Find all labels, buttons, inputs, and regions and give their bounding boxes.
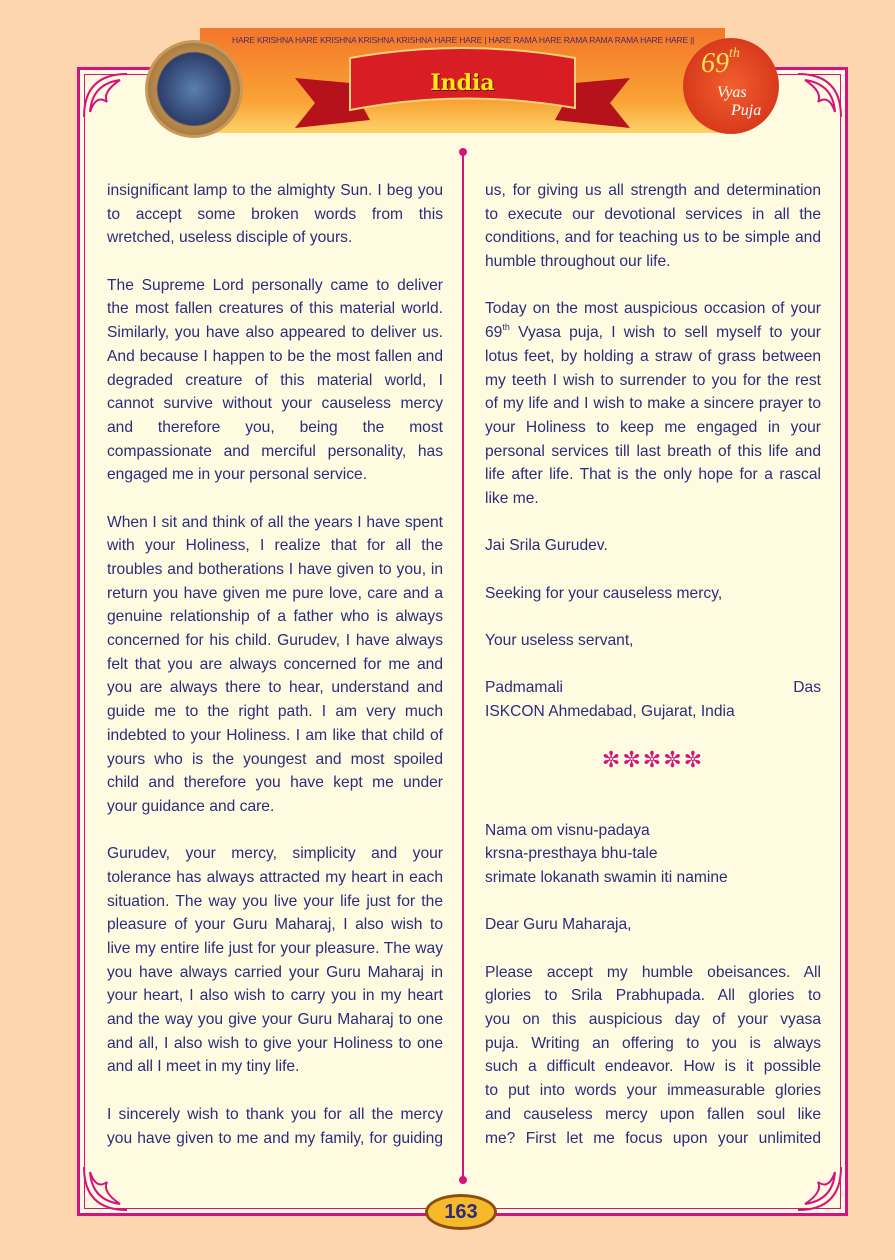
- blank-line: [485, 653, 821, 677]
- text-line: The Supreme Lord personally came to deliver: [107, 276, 443, 294]
- text-line: such a difficult endeavor. How is it possible: [485, 1058, 821, 1076]
- text-line: and the way you give your Guru Maharaj to one: [107, 1011, 443, 1029]
- text-line: Padmamali Das: [485, 679, 821, 697]
- text-line: Please accept my humble obeisances. All: [485, 963, 821, 981]
- text-line: Dear Guru Maharaja,: [485, 916, 632, 934]
- blank-line: [485, 274, 821, 298]
- text-line: return you have given me pure love, care and a: [107, 584, 443, 602]
- text-line: Gurudev, your mercy, simplicity and your: [107, 845, 443, 863]
- text-line: and causeless mercy upon fallen soul like: [485, 1105, 821, 1123]
- text-line: of my life and I wish to make a sincere prayer to: [485, 395, 821, 413]
- text-line: And because I happen to be the most fallen and: [107, 347, 443, 365]
- text-line: pleasure of your Guru Maharaj, I also wish to: [107, 916, 443, 934]
- blank-line: [107, 819, 443, 843]
- text-line: life after life. That is the only hope for a rascal: [485, 466, 821, 484]
- text-line: you on this auspicious day of your vyasa: [485, 1011, 821, 1029]
- text-line: live my entire life just for your pleasure. The way: [107, 940, 443, 957]
- corner-ornament-icon: [793, 72, 843, 122]
- section-title: India: [430, 70, 495, 96]
- text-line: degraded creature of this material world, I: [107, 371, 443, 389]
- divider-dot: [459, 148, 467, 156]
- blank-line: [485, 558, 821, 582]
- text-line: cannot survive without your causeless mercy: [107, 395, 443, 413]
- text-line: krsna-presthaya bhu-tale: [485, 845, 658, 863]
- text-line: felt that you are always concerned for me and: [107, 655, 443, 673]
- text-line: indebted to your Holiness. I am like that child of: [107, 726, 443, 744]
- text-line: to execute our devotional services in all the: [485, 205, 821, 223]
- text-line: with your Holiness, I realize that for all the: [107, 537, 443, 555]
- page-number: 163: [425, 1194, 497, 1230]
- text-line: concerned for his child. Gurudev, I have always: [107, 632, 443, 650]
- text-line: your guidance and care.: [107, 797, 275, 815]
- text-line: Similarly, you have also appeared to deliver us.: [107, 324, 443, 342]
- text-line: guide me to the right path. I am very much: [107, 703, 443, 721]
- right-column: [485, 179, 821, 1150]
- text-line: conditions, and for teaching us to be simple and: [485, 229, 821, 247]
- blank-line: [485, 771, 821, 795]
- badge-line1: Vyas: [717, 84, 747, 101]
- text-line: insignificant lamp to the almighty Sun. I beg you: [107, 182, 443, 199]
- text-line: and all, I also wish to give your Holiness to one: [107, 1034, 443, 1052]
- text-line: Your useless servant,: [485, 632, 634, 650]
- blank-line: [485, 511, 821, 535]
- text-line: you are always there to hear, understand and: [107, 679, 443, 697]
- text-line: puja. Writing an offering to you is always: [485, 1034, 821, 1052]
- text-line: ISKCON Ahmedabad, Gujarat, India: [485, 703, 735, 721]
- corner-ornament-icon: [793, 1162, 843, 1212]
- blank-line: [485, 890, 821, 914]
- text-line: child and therefore you have kept me under: [107, 774, 443, 792]
- text-line: srimate lokanath swamin iti namine: [485, 868, 728, 886]
- text-line: tolerance has always attracted my heart in each: [107, 868, 443, 886]
- text-line: your Holiness to keep me engaged in your: [485, 418, 821, 436]
- text-line: you have always carried your Guru Maharaj in: [107, 963, 443, 981]
- corner-ornament-icon: [82, 72, 132, 122]
- text-line: the most fallen creatures of this material world.: [107, 300, 443, 318]
- text-line: me? First let me focus upon your unlimited: [485, 1129, 821, 1147]
- blank-line: [485, 724, 821, 748]
- text-line: wretched, useless disciple of yours.: [107, 229, 353, 247]
- text-line: and therefore you, being the most: [107, 418, 443, 436]
- left-column: [107, 179, 443, 1150]
- blank-line: [485, 795, 821, 819]
- column-divider: [462, 152, 464, 1180]
- text-line: us, for giving us all strength and determination: [485, 182, 821, 199]
- text-line: situation. The way you live your life just for the: [107, 892, 443, 910]
- text-line: lotus feet, by holding a straw of grass between: [485, 347, 821, 365]
- text-line: When I sit and think of all the years I have spent: [107, 513, 443, 531]
- text-line: glories to Srila Prabhupada. All glories to: [485, 987, 821, 1005]
- text-line: yours who is the youngest and most spoiled: [107, 750, 443, 768]
- text-line: to accept some broken words from this: [107, 205, 443, 223]
- text-line: genuine relationship of a father who is always: [107, 608, 443, 626]
- text-line: Today on the most auspicious occasion of your: [485, 300, 821, 318]
- text-line: and all I meet in my tiny life.: [107, 1058, 300, 1076]
- text-line: compassionate and merciful personality, has: [107, 442, 443, 460]
- blank-line: [485, 937, 821, 961]
- badge-line2: Puja: [731, 102, 762, 119]
- text-line: troubles and botherations I have given to you, in: [107, 561, 443, 578]
- corner-ornament-icon: [82, 1162, 132, 1212]
- text-line: your heart, I also wish to carry you in my heart: [107, 987, 443, 1005]
- divider-dot: [459, 1176, 467, 1184]
- badge-suffix: th: [729, 46, 740, 61]
- text-line: like me.: [485, 489, 539, 507]
- text-line-with-superscript: 69th Vyasa puja, I wish to sell myself to your: [485, 322, 821, 342]
- blank-line: [107, 487, 443, 511]
- text-line: humble throughout our life.: [485, 253, 671, 271]
- blank-line: [485, 605, 821, 629]
- mantra-text: HARE KRISHNA HARE KRISHNA KRISHNA KRISHNA HARE HARE | HARE RAMA HARE RAMA RAMA RAMA HARE HARE ||: [232, 35, 695, 45]
- text-line: Nama om visnu-padaya: [485, 821, 650, 839]
- blank-line: [107, 250, 443, 274]
- text-line: to put into words your immeasurable glories: [485, 1082, 821, 1100]
- text-line: you have given to me and my family, for guiding: [107, 1129, 443, 1147]
- text-line: Jai Srila Gurudev.: [485, 537, 608, 555]
- text-line: Seeking for your causeless mercy,: [485, 584, 723, 602]
- text-line: my teeth I wish to surrender to you for the rest: [485, 371, 821, 389]
- badge-number: 69: [701, 48, 729, 79]
- text-line: engaged me in your personal service.: [107, 466, 368, 484]
- text-line: personal services till last breath of this life and: [485, 442, 821, 460]
- text-line: I sincerely wish to thank you for all the mercy: [107, 1105, 443, 1123]
- blank-line: [107, 1079, 443, 1103]
- separator-stars: ✼✼✼✼✼: [601, 746, 705, 772]
